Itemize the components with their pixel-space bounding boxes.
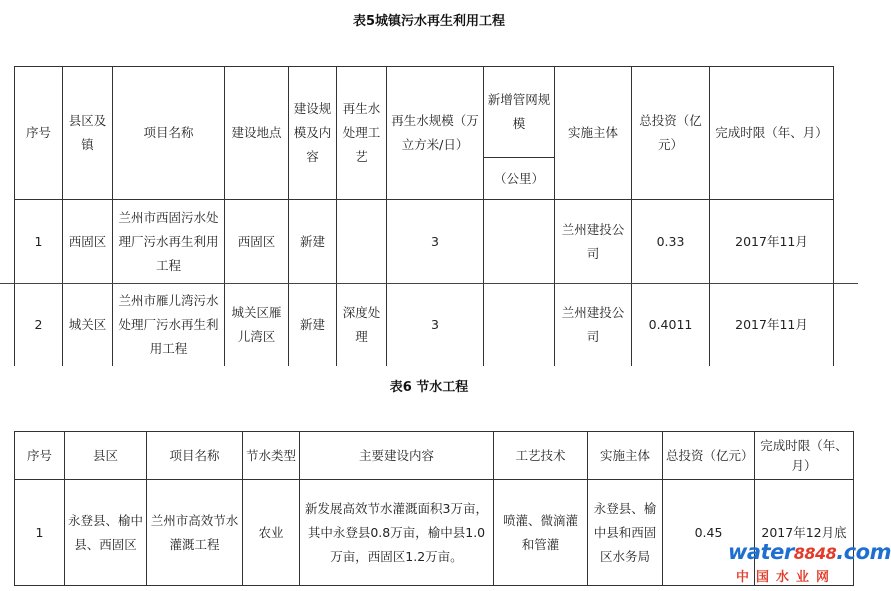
cell-scale: 新建 [289,200,337,284]
cell-scale: 新建 [289,284,337,366]
cell-county: 城关区 [63,284,113,366]
cell-deadline: 2017年11月 [710,284,834,366]
cell-process: 深度处理 [337,284,387,366]
header-content: 主要建设内容 [300,432,494,480]
cell-deadline: 2017年11月 [710,200,834,284]
header-deadline: 完成时限（年、月） [710,67,834,200]
cell-name: 兰州市西固污水处理厂污水再生利用工程 [113,200,225,284]
cell-type: 农业 [243,480,300,586]
header-pipe-top: 新增管网规模 [484,67,554,158]
cell-process [337,200,387,284]
cell-county: 西固区 [63,200,113,284]
cell-operator: 兰州建投公司 [555,284,632,366]
cell-location: 城关区雁儿湾区 [225,284,289,366]
cell-investment: 0.4011 [632,284,710,366]
header-deadline: 完成时限（年、月） [755,432,854,480]
cell-capacity: 3 [387,200,484,284]
cell-content: 新发展高效节水灌溉面积3万亩，其中永登县0.8万亩，榆中县1.0万亩，西固区1.2万亩。 [300,480,494,586]
header-pipe-bottom: （公里） [493,171,544,186]
header-type: 节水类型 [243,432,300,480]
header-county: 县区 [65,432,147,480]
table-row [15,284,834,366]
cell-county: 永登县、榆中县、西固区 [65,480,147,586]
header-process: 再生水处理工艺 [337,67,387,200]
cell-deadline: 2017年12月底 [755,480,854,586]
header-scale: 建设规模及内容 [289,67,337,200]
cell-investment: 0.33 [632,200,710,284]
header-operator: 实施主体 [588,432,663,480]
cell-seq: 2 [15,284,63,366]
table-row [15,200,834,284]
table5-title: 表5城镇污水再生利用工程 [352,14,506,29]
cell-pipe [484,284,555,366]
header-county: 县区及镇 [63,67,113,200]
header-location: 建设地点 [225,67,289,200]
cell-seq: 1 [15,200,63,284]
header-seq: 序号 [15,432,65,480]
cell-seq: 1 [15,480,65,586]
header-seq: 序号 [15,67,63,200]
header-operator: 实施主体 [555,67,632,200]
cell-tech: 喷灌、微滴灌和管灌 [494,480,588,586]
cell-name: 兰州市雁儿湾污水处理厂污水再生利用工程 [113,284,225,366]
cell-capacity: 3 [387,284,484,366]
header-name: 项目名称 [113,67,225,200]
cell-location: 西固区 [225,200,289,284]
table6-title: 表6 节水工程 [389,380,469,395]
watermark-logo [728,540,891,586]
table5 [14,66,834,366]
header-investment: 总投资（亿元） [663,432,755,480]
header-tech: 工艺技术 [494,432,588,480]
cell-name: 兰州市高效节水灌溉工程 [147,480,243,586]
cell-operator: 兰州建投公司 [555,200,632,284]
header-capacity: 再生水规模（万立方米/日） [387,67,484,200]
watermark-bottom: 中国水业网 [736,570,837,585]
header-name: 项目名称 [147,432,243,480]
cell-operator: 永登县、榆中县和西固区水务局 [588,480,663,586]
watermark-top: water8848.com [728,540,891,564]
header-pipe [484,67,555,200]
cell-pipe [484,200,555,284]
cell-investment: 0.45 [663,480,755,586]
header-investment: 总投资（亿元） [632,67,710,200]
strike-line [0,283,858,284]
